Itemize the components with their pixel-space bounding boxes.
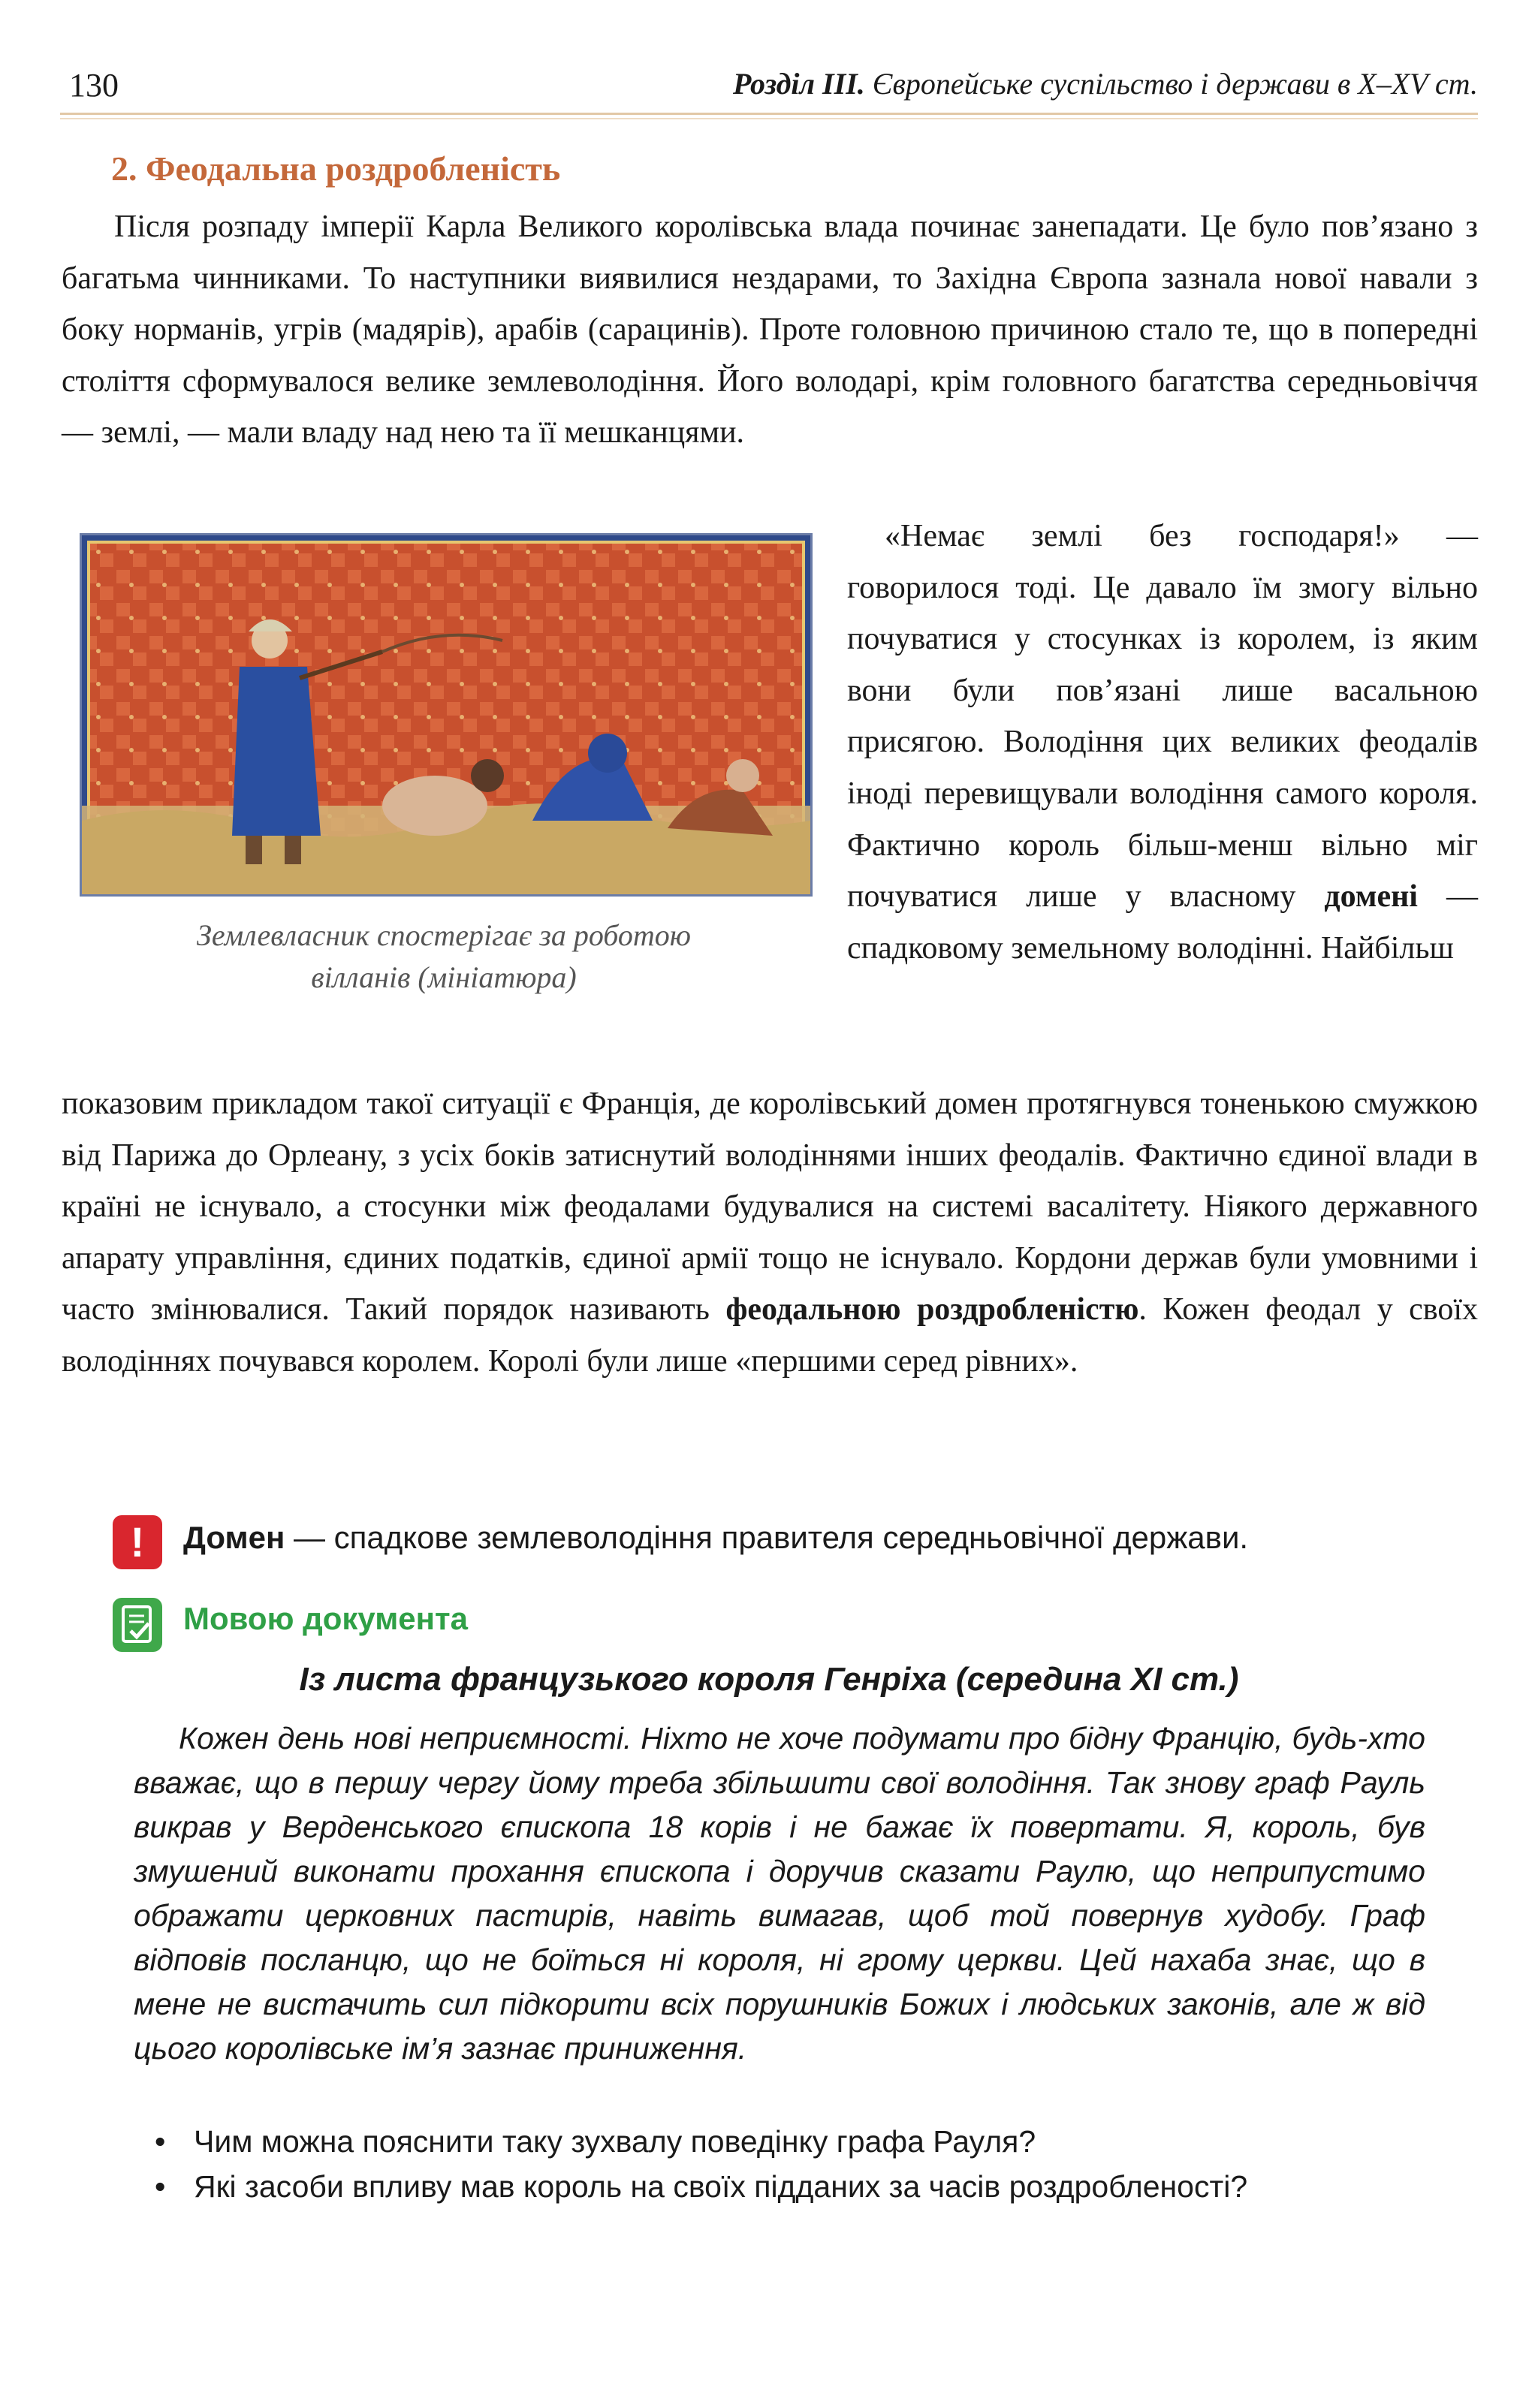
miniature-image <box>82 535 810 894</box>
running-head <box>733 66 1478 101</box>
document-label: Мовою документа <box>183 1601 468 1636</box>
paragraph-2-text-b: — спадковому земельному володінні. Найбільш <box>847 879 1479 966</box>
document-icon <box>113 1598 162 1652</box>
page-number: 130 <box>69 67 119 104</box>
question-2: • Які засоби впливу мав король на своїх підданих за часів роздробленості? <box>194 2164 1247 2209</box>
paragraph-2 <box>847 511 1478 974</box>
chapter-title: Європейське суспільство і держави в Х–ХV ст. <box>872 67 1478 101</box>
definition <box>183 1520 1248 1556</box>
questions-list <box>194 2119 1247 2209</box>
header-rule <box>60 113 1478 119</box>
chapter-label: Розділ ІІІ. <box>733 67 865 101</box>
definition-term: Домен <box>183 1520 285 1555</box>
term-feudal-fragmentation: феодальною роздробленістю <box>725 1292 1139 1328</box>
paragraph-3 <box>62 1078 1478 1388</box>
caption-line-2: вілланів (мініатюра) <box>311 960 577 994</box>
document-title: Із листа французького короля Генріха (середина XI ст.) <box>299 1661 1239 1698</box>
question-1: • Чим можна пояснити таку зухвалу поведінку графа Рауля? <box>194 2119 1247 2164</box>
caption-line-1: Землевласник спостерігає за роботою <box>197 918 691 952</box>
miniature-figure <box>80 533 813 897</box>
paragraph-2-text-a: «Немає землі без господаря!» — говорилося тоді. Це давало їм змогу вільно почуватися у стосунках із королем, із яким вони були пов’язані лише васальною присягою. Володіння цих великих феодалів іноді перевищували володіння самого короля. Фактично король більш-менш вільно міг почуватися лише у власному <box>847 519 1478 915</box>
document-body: Кожен день нові неприємності. Ніхто не хоче подумати про бідну Францію, будь-хто вважає, що в першу чергу йому треба збільшити свої володіння. Так знову граф Рауль викрав у Верденського єпископа 18 корів і не бажає їх повертати. Я, король, був змушений виконати прохання єпископа і доручив сказати Раулю, що неприпустимо ображати церковних пастирів, навіть вимагав, щоб той повернув худобу. Граф відповів посланцю, що не боїться ні короля, ні грому церкви. Цей нахаба знає, що в мене не вистачить сил підкорити всіх порушників Божих і людських законів, але ж від цього королівське ім’я зазнає приниження. <box>134 1721 1425 2066</box>
exclamation-icon: ! <box>113 1515 162 1569</box>
section-title: 2. Феодальна роздробленість <box>111 149 561 188</box>
paragraph-1: Після розпаду імперії Карла Великого королівська влада починає занепадати. Це було пов’язано з багатьма чинниками. То наступники виявилися нездарами, то Західна Європа зазнала нової навали з боку норманів, угрів (мадярів), арабів (сарацинів). Проте головною причиною стало те, що в попередні століття сформувалося велике землеволодіння. Його володарі, крім головного багатства середньовіччя — землі, — мали владу над нею та її мешканцями. <box>62 209 1478 451</box>
paragraph-3-text-b: . Кожен феодал у своїх володіннях почувався королем. Королі були лише «першими серед рівних». <box>62 1292 1478 1379</box>
paragraph-3-text-a: показовим прикладом такої ситуації є Франція, де королівський домен протягнувся тоненькою смужкою від Парижа до Орлеану, з усіх боків затиснутий володіннями інших феодалів. Фактично єдиної влади в країні не існувало, а стосунки між феодалами будувалися на системі васалітету. Ніякого державного апарату управління, єдиних податків, єдиної армії тощо не існувало. Кордони держав були умовними і часто змінювалися. Такий порядок називають <box>62 1086 1478 1328</box>
figure-caption <box>80 915 808 999</box>
definition-text: — спадкове землеволодіння правителя середньовічної держави. <box>285 1520 1249 1555</box>
term-domain: домені <box>1324 879 1418 915</box>
